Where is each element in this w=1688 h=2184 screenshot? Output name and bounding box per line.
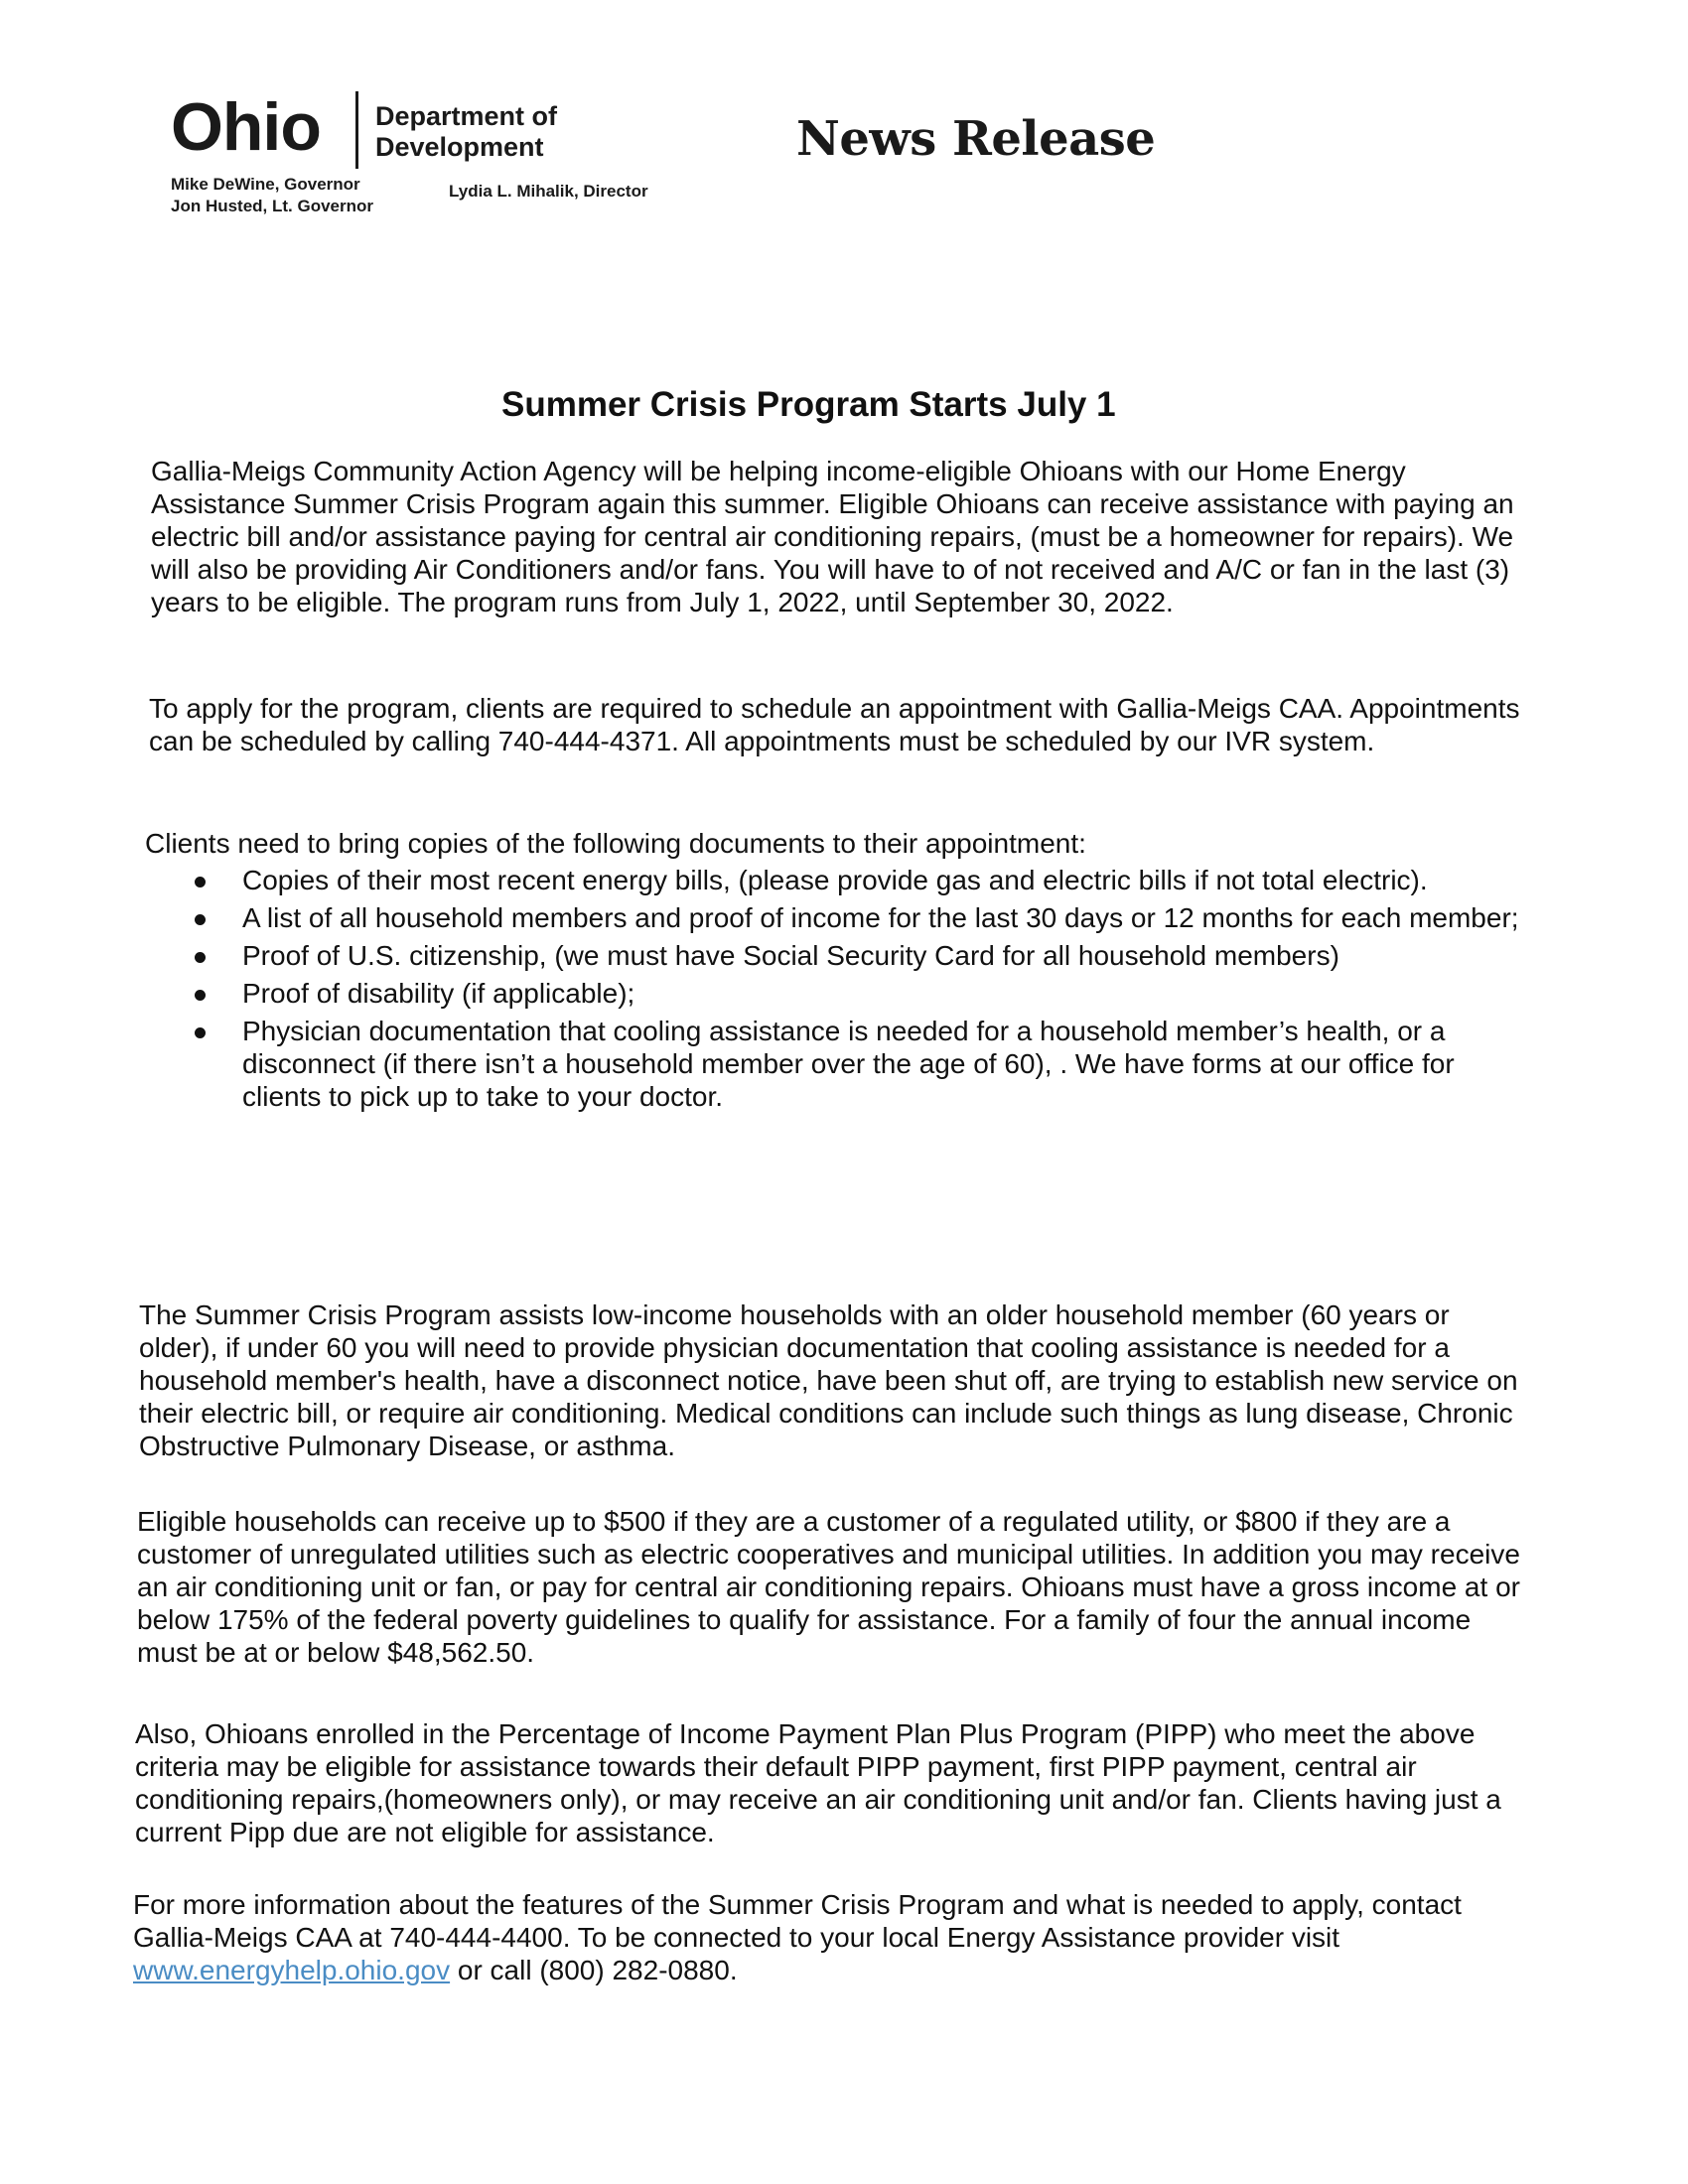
bullet-icon bbox=[195, 877, 206, 887]
bullet-icon bbox=[195, 914, 206, 925]
bullet-icon bbox=[195, 1027, 206, 1038]
director-name: Lydia L. Mihalik, Director bbox=[449, 182, 648, 201]
bullet-icon bbox=[195, 952, 206, 963]
logo-department-name: Department of Development bbox=[375, 101, 558, 162]
governor-block bbox=[171, 174, 373, 217]
list-item bbox=[195, 901, 1525, 934]
contact-tail-text: or call (800) 282-0880. bbox=[450, 1955, 738, 1985]
list-item bbox=[195, 1015, 1525, 1113]
contact-paragraph bbox=[133, 1888, 1523, 1986]
contact-lead-text: For more information about the features of the Summer Crisis Program and what is needed to apply, contact Gallia-Meigs CAA at 740-444-4400. To be connected to your local Energy Assistance provider visit bbox=[133, 1889, 1462, 1953]
bullet-icon bbox=[195, 990, 206, 1001]
logo-divider bbox=[355, 91, 358, 169]
list-item-text: Proof of U.S. citizenship, (we must have Social Security Card for all household members) bbox=[242, 940, 1339, 971]
list-item bbox=[195, 939, 1525, 972]
energyhelp-link[interactable]: www.energyhelp.ohio.gov bbox=[133, 1955, 451, 1985]
list-item-text: Proof of disability (if applicable); bbox=[242, 978, 635, 1009]
list-item-text: Physician documentation that cooling assistance is needed for a household member’s health, or a disconnect (if there isn’t a household member over the age of 60), . We have forms at our office for clients to pick up to take to your doctor. bbox=[242, 1016, 1455, 1112]
documents-list bbox=[195, 864, 1525, 1118]
news-release-heading: News Release bbox=[796, 111, 1156, 167]
pipp-paragraph: Also, Ohioans enrolled in the Percentage of Income Payment Plan Plus Program (PIPP) who meet the above criteria may be eligible for assistance towards their default PIPP payment, first PIPP payment, central air conditioning repairs,(homeowners only), or may receive an air conditioning unit and/or fan. Clients having just a current Pipp due are not eligible for assistance. bbox=[135, 1718, 1501, 1847]
lt-governor-name: Jon Husted, Lt. Governor bbox=[171, 197, 374, 215]
eligibility-paragraph: Eligible households can receive up to $500 if they are a customer of a regulated utility, or $800 if they are a customer of unregulated utilities such as electric cooperatives and municipal utilities. In addition you may receive an air conditioning unit or fan, or pay for central air conditioning repairs. Ohioans must have a gross income at or below 175% of the federal poverty guidelines to qualify for assistance. For a family of four the annual income must be at or below $48,562.50. bbox=[137, 1506, 1520, 1668]
program-assists-paragraph: The Summer Crisis Program assists low-income households with an older household member (60 years or older), if under 60 you will need to provide physician documentation that cooling assistance is needed for a household member's health, have a disconnect notice, have been shut off, are trying to establish new service on their electric bill, or require air conditioning. Medical conditions can include such things as lung disease, Chronic Obstructive Pulmonary Disease, or asthma. bbox=[139, 1299, 1518, 1461]
list-item bbox=[195, 977, 1525, 1010]
page-title: Summer Crisis Program Starts July 1 bbox=[501, 385, 1116, 424]
apply-paragraph: To apply for the program, clients are required to schedule an appointment with Gallia-Meigs CAA. Appointments can be scheduled by calling 740-444-4371. All appointments must be scheduled by our IVR system. bbox=[149, 693, 1520, 756]
list-item-text: A list of all household members and proof of income for the last 30 days or 12 months for each member; bbox=[242, 902, 1519, 933]
intro-paragraph: Gallia-Meigs Community Action Agency will be helping income-eligible Ohioans with our Home Energy Assistance Summer Crisis Program again this summer. Eligible Ohioans can receive assistance with paying an electric bill and/or assistance paying for central air conditioning repairs, (must be a homeowner for repairs). We will also be providing Air Conditioners and/or fans. You will have to of not received and A/C or fan in the last (3) years to be eligible. The program runs from July 1, 2022, until September 30, 2022. bbox=[151, 456, 1514, 617]
governor-name: Mike DeWine, Governor bbox=[171, 175, 360, 194]
logo-state-name: Ohio bbox=[171, 89, 321, 165]
documents-intro: Clients need to bring copies of the following documents to their appointment: bbox=[145, 828, 1086, 859]
list-item bbox=[195, 864, 1525, 896]
list-item-text: Copies of their most recent energy bills, (please provide gas and electric bills if not total electric). bbox=[242, 865, 1428, 895]
